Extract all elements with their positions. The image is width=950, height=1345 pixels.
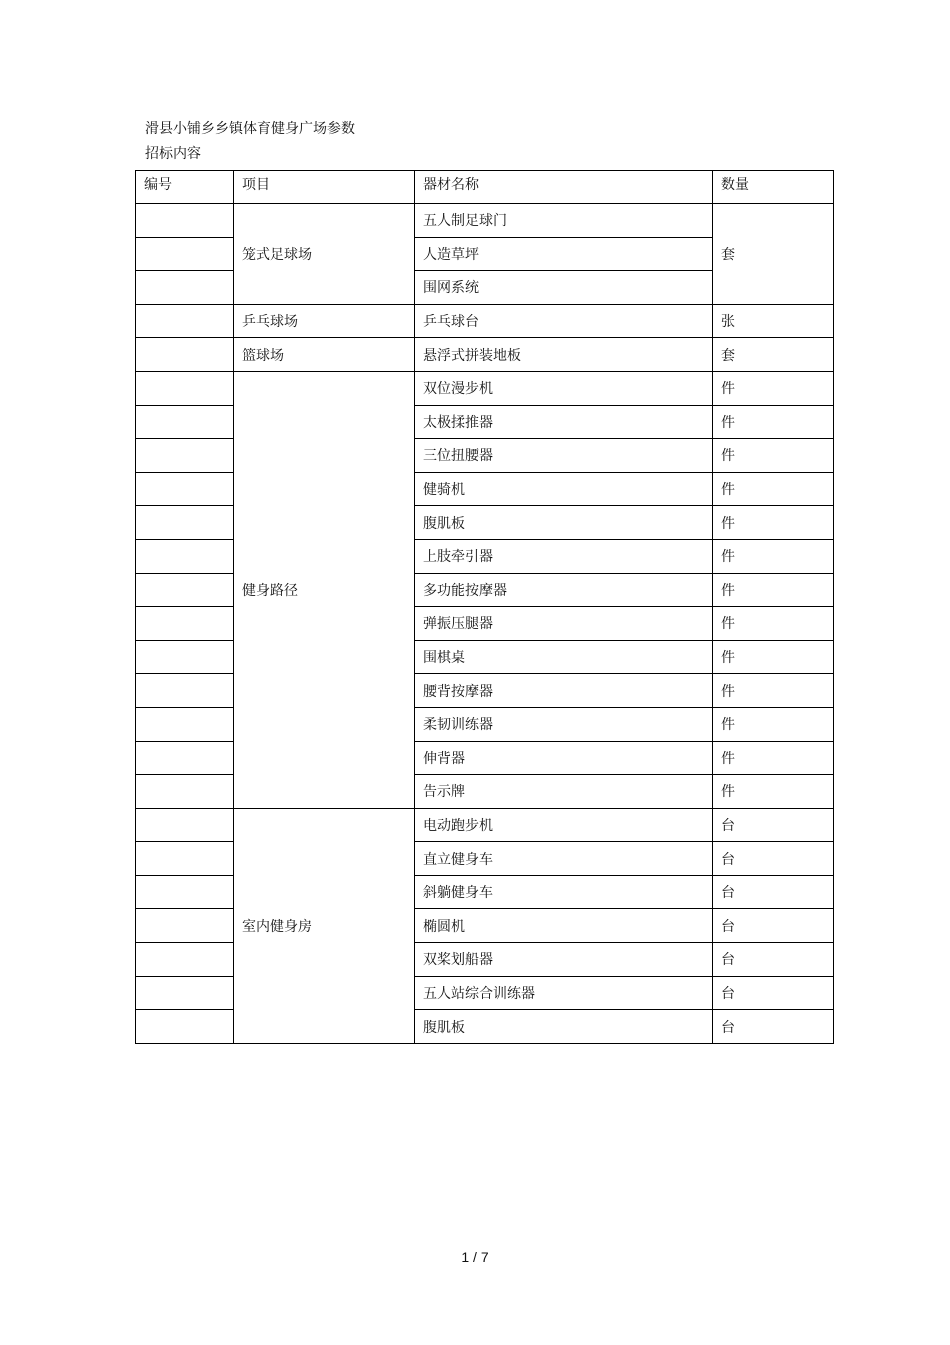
equipment-name-cell: 围棋桌	[415, 640, 713, 674]
number-cell	[136, 976, 234, 1010]
equipment-name-cell: 人造草坪	[415, 237, 713, 271]
equipment-name-cell: 椭圆机	[415, 909, 713, 943]
quantity-unit-cell: 件	[713, 371, 834, 405]
equipment-name-cell: 柔韧训练器	[415, 707, 713, 741]
bid-items-table-body	[136, 171, 834, 1044]
quantity-unit-cell: 件	[713, 405, 834, 439]
equipment-name-cell: 斜躺健身车	[415, 875, 713, 909]
number-cell	[136, 808, 234, 842]
equipment-name-cell: 悬浮式拼装地板	[415, 338, 713, 372]
header-cell-number: 编号	[136, 171, 234, 204]
number-cell	[136, 539, 234, 573]
equipment-name-cell: 腹肌板	[415, 506, 713, 540]
table-row	[136, 338, 834, 372]
quantity-unit-cell: 台	[713, 842, 834, 876]
number-cell	[136, 237, 234, 271]
equipment-name-cell: 电动跑步机	[415, 808, 713, 842]
equipment-name-cell: 双桨划船器	[415, 943, 713, 977]
header-cell-quantity: 数量	[713, 171, 834, 204]
number-cell	[136, 573, 234, 607]
equipment-name-cell: 五人站综合训练器	[415, 976, 713, 1010]
quantity-unit-cell: 件	[713, 439, 834, 473]
number-cell	[136, 842, 234, 876]
equipment-name-cell: 围网系统	[415, 271, 713, 305]
equipment-name-cell: 上肢牵引器	[415, 539, 713, 573]
quantity-unit-cell: 件	[713, 539, 834, 573]
equipment-name-cell: 腰背按摩器	[415, 674, 713, 708]
number-cell	[136, 909, 234, 943]
project-cell: 篮球场	[234, 338, 415, 372]
page-number: 1 / 7	[461, 1249, 489, 1265]
project-cell: 室内健身房	[234, 808, 415, 1043]
equipment-name-cell: 双位漫步机	[415, 371, 713, 405]
table-row	[136, 371, 834, 405]
number-cell	[136, 707, 234, 741]
table-row	[136, 204, 834, 238]
number-cell	[136, 472, 234, 506]
number-cell	[136, 338, 234, 372]
number-cell	[136, 775, 234, 809]
quantity-unit-cell: 台	[713, 1010, 834, 1044]
equipment-name-cell: 告示牌	[415, 775, 713, 809]
quantity-unit-cell: 件	[713, 506, 834, 540]
quantity-unit-cell: 件	[713, 741, 834, 775]
quantity-unit-cell: 张	[713, 304, 834, 338]
equipment-name-cell: 直立健身车	[415, 842, 713, 876]
equipment-name-cell: 健骑机	[415, 472, 713, 506]
number-cell	[136, 371, 234, 405]
equipment-name-cell: 多功能按摩器	[415, 573, 713, 607]
table-row	[136, 808, 834, 842]
quantity-unit-cell: 台	[713, 875, 834, 909]
equipment-name-cell: 太极揉推器	[415, 405, 713, 439]
quantity-unit-cell: 台	[713, 976, 834, 1010]
number-cell	[136, 439, 234, 473]
quantity-unit-cell: 套	[713, 204, 834, 305]
equipment-name-cell: 五人制足球门	[415, 204, 713, 238]
document-subtitle: 招标内容	[145, 146, 201, 162]
quantity-unit-cell: 件	[713, 573, 834, 607]
quantity-unit-cell: 件	[713, 707, 834, 741]
quantity-unit-cell: 台	[713, 909, 834, 943]
number-cell	[136, 741, 234, 775]
number-cell	[136, 204, 234, 238]
quantity-unit-cell: 件	[713, 640, 834, 674]
number-cell	[136, 304, 234, 338]
project-cell: 健身路径	[234, 371, 415, 808]
quantity-unit-cell: 件	[713, 607, 834, 641]
number-cell	[136, 1010, 234, 1044]
header-cell-project: 项目	[234, 171, 415, 204]
equipment-name-cell: 弹振压腿器	[415, 607, 713, 641]
number-cell	[136, 405, 234, 439]
quantity-unit-cell: 件	[713, 472, 834, 506]
quantity-unit-cell: 件	[713, 674, 834, 708]
document-title: 滑县小铺乡乡镇体育健身广场参数	[145, 121, 355, 137]
number-cell	[136, 640, 234, 674]
number-cell	[136, 674, 234, 708]
equipment-name-cell: 乒乓球台	[415, 304, 713, 338]
quantity-unit-cell: 套	[713, 338, 834, 372]
bid-items-table	[135, 170, 834, 1044]
project-cell: 笼式足球场	[234, 204, 415, 305]
equipment-name-cell: 腹肌板	[415, 1010, 713, 1044]
equipment-name-cell: 伸背器	[415, 741, 713, 775]
header-cell-equipment-name: 器材名称	[415, 171, 713, 204]
project-cell: 乒乓球场	[234, 304, 415, 338]
number-cell	[136, 607, 234, 641]
equipment-name-cell: 三位扭腰器	[415, 439, 713, 473]
quantity-unit-cell: 台	[713, 808, 834, 842]
table-header-row	[136, 171, 834, 204]
number-cell	[136, 506, 234, 540]
number-cell	[136, 875, 234, 909]
number-cell	[136, 943, 234, 977]
number-cell	[136, 271, 234, 305]
quantity-unit-cell: 台	[713, 943, 834, 977]
table-row	[136, 304, 834, 338]
quantity-unit-cell: 件	[713, 775, 834, 809]
